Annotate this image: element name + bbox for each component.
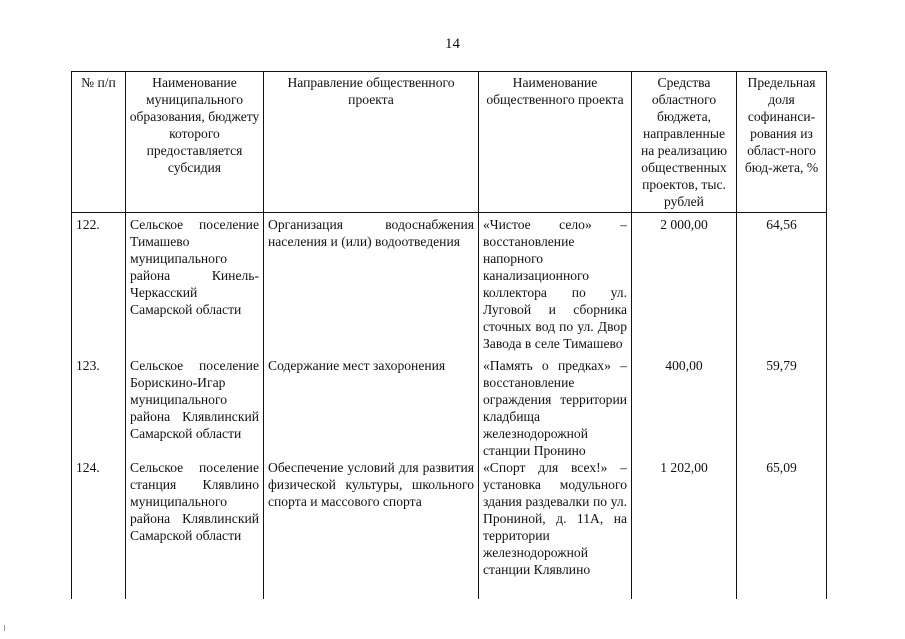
row-municipality: Сельское поселение Борискино-Игар муниципального района Клявлинский Самарской области	[126, 357, 264, 459]
row-num: 124.	[72, 459, 126, 599]
row-share: 64,56	[737, 213, 827, 358]
scan-mark	[4, 625, 5, 631]
row-municipality: Сельское поселение Тимашево муниципального района Кинель-Черкасский Самарской области	[126, 213, 264, 358]
row-project: «Спорт для всех!» – установка модульного здания раздевалки по ул. Прониной, д. 11А, на территории железнодорожной станции Клявлино	[479, 459, 632, 599]
row-direction: Содержание мест захоронения	[264, 357, 479, 459]
header-project: Наименование общественного проекта	[479, 72, 632, 213]
table-header-row	[72, 72, 827, 213]
row-direction: Обеспечение условий для развития физической культуры, школьного спорта и массового спорта	[264, 459, 479, 599]
table-row	[72, 213, 827, 358]
row-project: «Память о предках» – восстановление ограждения территории кладбища железнодорожной станции Пронино	[479, 357, 632, 459]
row-num: 122.	[72, 213, 126, 358]
row-share: 59,79	[737, 357, 827, 459]
table-row	[72, 459, 827, 599]
header-num: № п/п	[72, 72, 126, 213]
row-share: 65,09	[737, 459, 827, 599]
subsidy-table	[71, 71, 827, 599]
row-municipality: Сельское поселение станция Клявлино муниципального района Клявлинский Самарской области	[126, 459, 264, 599]
table-row	[72, 357, 827, 459]
header-share: Предельная доля софинанси-рования из област-ного бюд-жета, %	[737, 72, 827, 213]
row-funds: 400,00	[632, 357, 737, 459]
row-direction: Организация водоснабжения населения и (или) водоотведения	[264, 213, 479, 358]
page-number: 14	[445, 36, 460, 52]
row-funds: 2 000,00	[632, 213, 737, 358]
header-funds: Средства областного бюджета, направленные на реализацию общественных проектов, тыс. рублей	[632, 72, 737, 213]
header-direction: Направление общественного проекта	[264, 72, 479, 213]
row-project: «Чистое село» – восстановление напорного канализационного коллектора по ул. Луговой и сборника сточных вод по ул. Двор Завода в селе Тимашево	[479, 213, 632, 358]
row-funds: 1 202,00	[632, 459, 737, 599]
header-municipality: Наименование муниципального образования, бюджету которого предоставляется субсидия	[126, 72, 264, 213]
row-num: 123.	[72, 357, 126, 459]
